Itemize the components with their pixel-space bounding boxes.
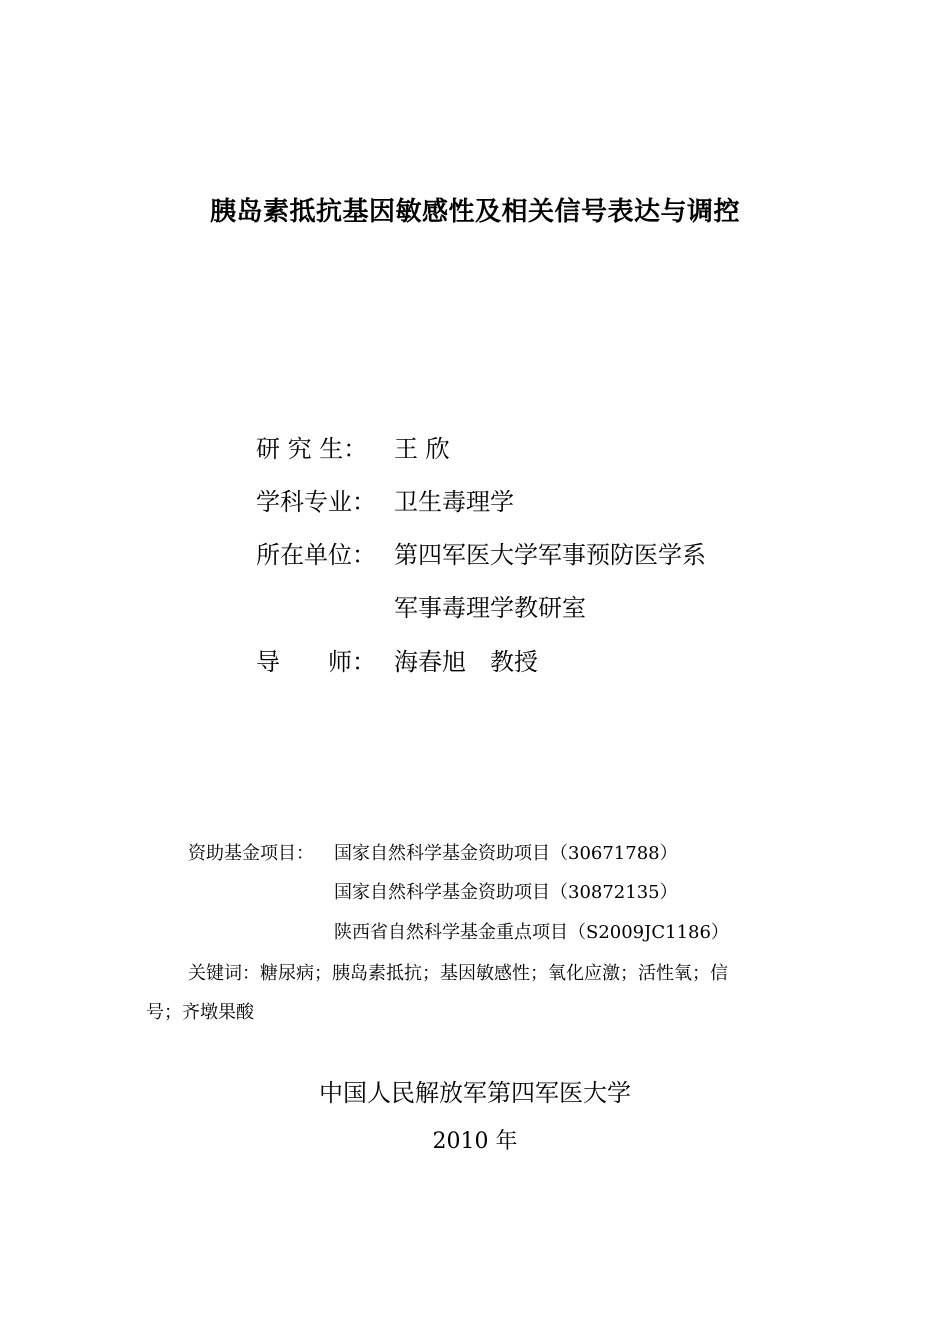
keywords-line2: 号；齐墩果酸	[146, 1002, 254, 1023]
funding-label: 资助基金项目：	[188, 843, 314, 864]
advisor-label: 导 师：	[256, 648, 376, 676]
thesis-title: 胰岛素抵抗基因敏感性及相关信号表达与调控	[209, 197, 740, 227]
funding-item-1: 国家自然科学基金资助项目（30671788）	[334, 843, 678, 864]
funding-item-2: 国家自然科学基金资助项目（30872135）	[334, 882, 678, 903]
unit-value-line1: 第四军医大学军事预防医学系	[394, 541, 706, 569]
major-value: 卫生毒理学	[394, 488, 514, 516]
student-label: 研 究 生：	[256, 435, 368, 463]
unit-value-line2: 军事毒理学教研室	[394, 594, 586, 622]
student-name: 王 欣	[394, 435, 450, 463]
major-label: 学科专业：	[256, 488, 376, 516]
university-name: 中国人民解放军第四军医大学	[319, 1079, 631, 1107]
advisor-value: 海春旭 教授	[394, 648, 538, 676]
keywords-line1: 关键词：糖尿病；胰岛素抵抗；基因敏感性；氧化应激；活性氧；信	[188, 963, 728, 984]
funding-item-3: 陕西省自然科学基金重点项目（S2009JC1186）	[334, 922, 729, 943]
unit-label: 所在单位：	[256, 541, 376, 569]
year: 2010 年	[432, 1129, 518, 1154]
